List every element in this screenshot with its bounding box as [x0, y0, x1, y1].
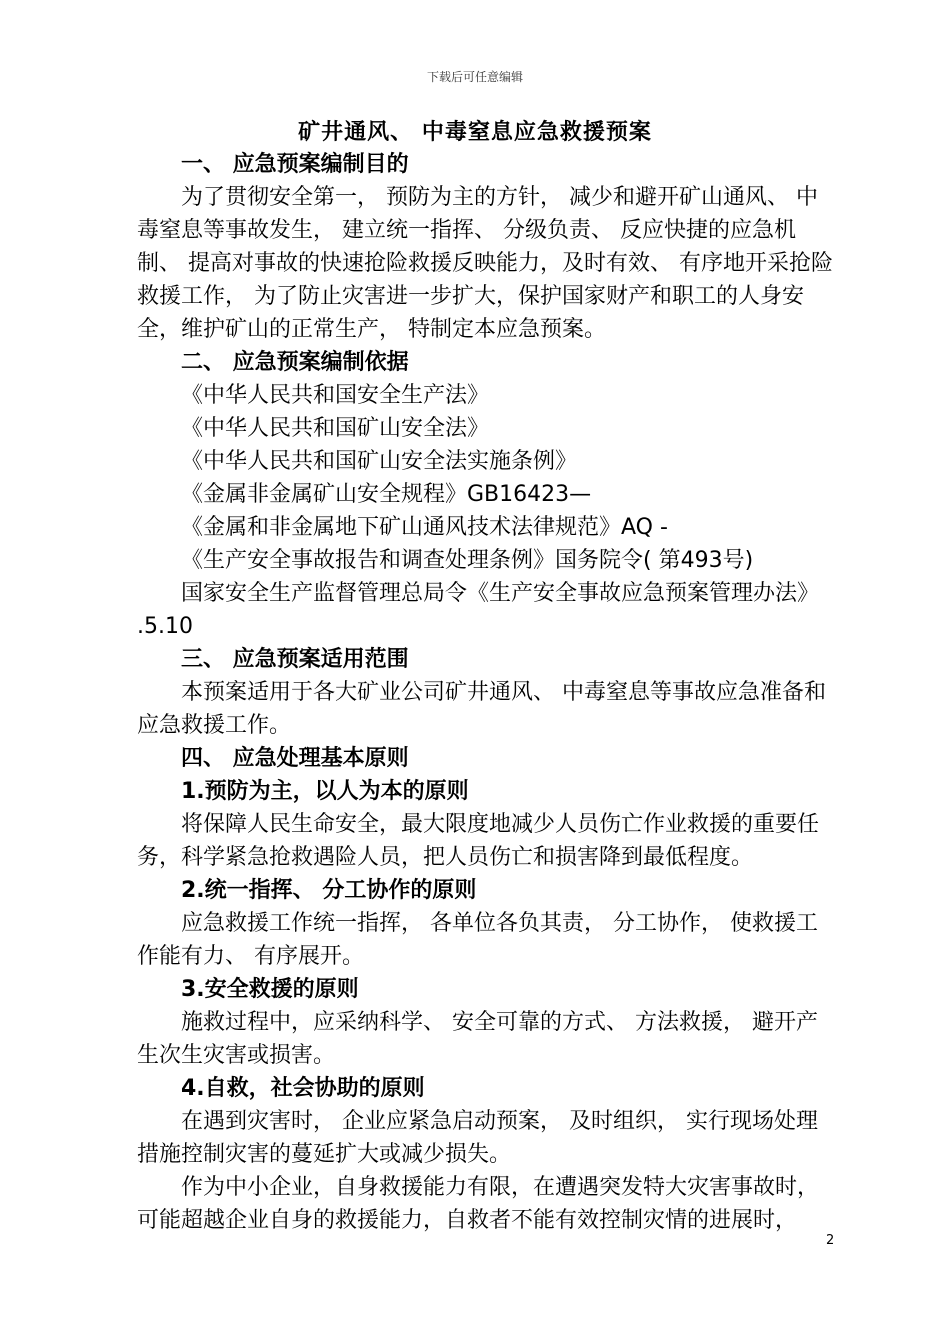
reference-item: 《中华人民共和国矿山安全法》 — [181, 416, 490, 441]
section-heading-4: 四、 应急处理基本原则 — [181, 746, 409, 771]
section-paragraph-1: 为了贯彻安全第一， 预防为主的方针， 减少和避开矿山通风、 中毒窒息等事故发生， 建立统一指挥、 分级负责、 反应快捷的应急机制、 提高对事故的快速抢险救援反映能力，及时有效、 有序地开采抢险救援工作， 为了防止灾害进一步扩大，保护国家财产和职工的人身安全，维护矿山的正常生产， 特制定本应急预案。 — [137, 185, 833, 342]
section-heading-1: 一、 应急预案编制目的 — [181, 152, 409, 177]
document-body — [137, 148, 837, 1237]
section-heading-3: 三、 应急预案适用范围 — [181, 647, 409, 672]
document-title: 矿井通风、 中毒窒息应急救援预案 — [298, 120, 652, 145]
reference-item-last: 国家安全生产监督管理总局令《生产安全事故应急预案管理办法》 .5.10 — [137, 581, 820, 639]
principle-heading-3: 3.安全救援的原则 — [181, 977, 359, 1002]
reference-item: 《中华人民共和国矿山安全法实施条例》 — [181, 449, 578, 474]
section-heading-2: 二、 应急预案编制依据 — [181, 350, 409, 375]
principle-paragraph-5: 作为中小企业，自身救援能力有限，在遭遇突发特大灾害事故时，可能超越企业自身的救援能力，自救者不能有效控制灾情的进展时， — [137, 1175, 820, 1233]
principle-paragraph-2: 应急救援工作统一指挥， 各单位各负其责， 分工协作， 使救援工作能有力、 有序展开。 — [137, 911, 818, 969]
principle-paragraph-1: 将保障人民生命安全，最大限度地减少人员伤亡作业救援的重要任务，科学紧急抢救遇险人员，把人员伤亡和损害降到最低程度。 — [137, 812, 820, 870]
principle-heading-4: 4.自救，社会协助的原则 — [181, 1076, 425, 1101]
reference-item: 《金属非金属矿山安全规程》GB16423— — [181, 482, 592, 507]
reference-item: 《金属和非金属地下矿山通风技术法律规范》AQ - — [181, 515, 668, 540]
principle-heading-2: 2.统一指挥、 分工协作的原则 — [181, 878, 477, 903]
principle-heading-1: 1.预防为主，以人为本的原则 — [181, 779, 469, 804]
principle-paragraph-4: 在遇到灾害时， 企业应紧急启动预案， 及时组织， 实行现场处理措施控制灾害的蔓延扩大或减少损失。 — [137, 1109, 818, 1167]
section-paragraph-3: 本预案适用于各大矿业公司矿井通风、 中毒窒息等事故应急准备和应急救援工作。 — [137, 680, 826, 738]
principle-paragraph-3: 施救过程中，应采纳科学、 安全可靠的方式、 方法救援， 避开产生次生灾害或损害。 — [137, 1010, 818, 1068]
page-header: 下载后可任意编辑 — [426, 70, 523, 84]
reference-item: 《中华人民共和国安全生产法》 — [181, 383, 490, 408]
page-number: 2 — [826, 1233, 835, 1248]
reference-item: 《生产安全事故报告和调查处理条例》国务院令( 第493号) — [181, 548, 754, 573]
